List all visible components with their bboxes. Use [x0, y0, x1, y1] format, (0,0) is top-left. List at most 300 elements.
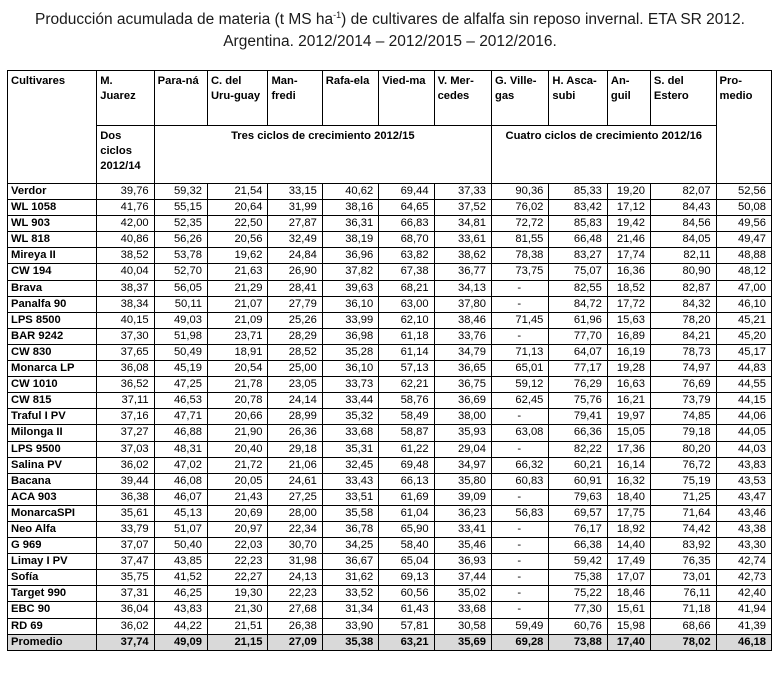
cultivar-name-cell: WL 1058: [8, 200, 97, 216]
column-header: Man-fredi: [268, 71, 322, 126]
value-cell: 18,40: [607, 489, 650, 505]
value-cell: 37,80: [434, 296, 491, 312]
value-cell: 61,96: [549, 312, 607, 328]
value-cell: 60,56: [379, 586, 434, 602]
value-cell: 60,76: [549, 618, 607, 634]
value-cell: 44,05: [716, 425, 771, 441]
value-cell: 17,40: [607, 634, 650, 650]
value-cell: 56,05: [154, 280, 207, 296]
value-cell: 43,46: [716, 505, 771, 521]
value-cell: 77,70: [549, 328, 607, 344]
value-cell: 33,79: [97, 521, 154, 537]
value-cell: 39,63: [322, 280, 378, 296]
value-cell: 39,76: [97, 184, 154, 200]
value-cell: 59,32: [154, 184, 207, 200]
cultivar-name-cell: BAR 9242: [8, 328, 97, 344]
cultivar-name-cell: Promedio: [8, 634, 97, 650]
value-cell: 45,19: [154, 361, 207, 377]
value-cell: 36,77: [434, 264, 491, 280]
value-cell: 45,17: [716, 344, 771, 360]
value-cell: 82,55: [549, 280, 607, 296]
value-cell: 46,07: [154, 489, 207, 505]
value-cell: 44,83: [716, 361, 771, 377]
value-cell: 59,12: [491, 377, 548, 393]
table-row: [8, 296, 772, 312]
cultivar-name-cell: LPS 9500: [8, 441, 97, 457]
value-cell: 18,91: [207, 344, 268, 360]
value-cell: -: [491, 586, 548, 602]
value-cell: 27,25: [268, 489, 322, 505]
column-header: Vied-ma: [379, 71, 434, 126]
value-cell: 48,31: [154, 441, 207, 457]
promedio-row: [8, 634, 772, 650]
value-cell: 31,98: [268, 554, 322, 570]
value-cell: 43,83: [154, 602, 207, 618]
value-cell: 83,42: [549, 200, 607, 216]
value-cell: -: [491, 328, 548, 344]
value-cell: 33,73: [322, 377, 378, 393]
value-cell: 78,20: [650, 312, 716, 328]
value-cell: 71,18: [650, 602, 716, 618]
value-cell: 74,85: [650, 409, 716, 425]
value-cell: 17,12: [607, 200, 650, 216]
value-cell: 16,63: [607, 377, 650, 393]
table-row: [8, 344, 772, 360]
value-cell: 21,09: [207, 312, 268, 328]
value-cell: 21,06: [268, 457, 322, 473]
value-cell: 63,82: [379, 248, 434, 264]
value-cell: 78,02: [650, 634, 716, 650]
value-cell: 36,69: [434, 393, 491, 409]
value-cell: 45,13: [154, 505, 207, 521]
value-cell: 18,46: [607, 586, 650, 602]
value-cell: 41,76: [97, 200, 154, 216]
table-row: [8, 441, 772, 457]
value-cell: 49,56: [716, 216, 771, 232]
value-cell: 61,22: [379, 441, 434, 457]
value-cell: 27,87: [268, 216, 322, 232]
value-cell: 71,45: [491, 312, 548, 328]
value-cell: -: [491, 538, 548, 554]
value-cell: 82,22: [549, 441, 607, 457]
value-cell: 14,40: [607, 538, 650, 554]
value-cell: 24,84: [268, 248, 322, 264]
cycle-row: [8, 126, 772, 184]
value-cell: 30,58: [434, 618, 491, 634]
value-cell: 20,69: [207, 505, 268, 521]
cultivar-name-cell: Sofía: [8, 570, 97, 586]
value-cell: 71,13: [491, 344, 548, 360]
value-cell: 63,21: [379, 634, 434, 650]
value-cell: 59,42: [549, 554, 607, 570]
value-cell: 49,47: [716, 232, 771, 248]
value-cell: 38,34: [97, 296, 154, 312]
value-cell: 35,75: [97, 570, 154, 586]
value-cell: 79,41: [549, 409, 607, 425]
value-cell: 76,72: [650, 457, 716, 473]
value-cell: 44,06: [716, 409, 771, 425]
value-cell: 29,18: [268, 441, 322, 457]
table-row: [8, 312, 772, 328]
value-cell: 18,52: [607, 280, 650, 296]
value-cell: 38,62: [434, 248, 491, 264]
value-cell: 51,07: [154, 521, 207, 537]
value-cell: 21,78: [207, 377, 268, 393]
value-cell: 50,40: [154, 538, 207, 554]
value-cell: 34,79: [434, 344, 491, 360]
value-cell: 28,41: [268, 280, 322, 296]
cultivar-name-cell: Target 990: [8, 586, 97, 602]
value-cell: 36,52: [97, 377, 154, 393]
table-row: [8, 602, 772, 618]
value-cell: 57,81: [379, 618, 434, 634]
caption-line-2: Argentina. 2012/2014 – 2012/2015 – 2012/2016.: [223, 33, 557, 50]
value-cell: 35,93: [434, 425, 491, 441]
value-cell: 61,69: [379, 489, 434, 505]
value-cell: 20,97: [207, 521, 268, 537]
value-cell: 63,08: [491, 425, 548, 441]
value-cell: 20,78: [207, 393, 268, 409]
table-header: [8, 71, 772, 184]
cultivar-name-cell: CW 815: [8, 393, 97, 409]
value-cell: 28,99: [268, 409, 322, 425]
value-cell: 32,45: [322, 457, 378, 473]
value-cell: 51,98: [154, 328, 207, 344]
value-cell: 62,21: [379, 377, 434, 393]
value-cell: 63,00: [379, 296, 434, 312]
value-cell: 21,63: [207, 264, 268, 280]
value-cell: 45,21: [716, 312, 771, 328]
value-cell: 62,10: [379, 312, 434, 328]
value-cell: 21,30: [207, 602, 268, 618]
value-cell: 38,19: [322, 232, 378, 248]
value-cell: 21,07: [207, 296, 268, 312]
value-cell: 50,08: [716, 200, 771, 216]
value-cell: 37,82: [322, 264, 378, 280]
cultivar-name-cell: EBC 90: [8, 602, 97, 618]
table-row: [8, 521, 772, 537]
value-cell: 50,49: [154, 344, 207, 360]
value-cell: 22,34: [268, 521, 322, 537]
value-cell: 18,92: [607, 521, 650, 537]
value-cell: 36,23: [434, 505, 491, 521]
value-cell: 76,29: [549, 377, 607, 393]
value-cell: 55,15: [154, 200, 207, 216]
value-cell: 60,83: [491, 473, 548, 489]
table-body: [8, 184, 772, 651]
value-cell: 19,30: [207, 586, 268, 602]
value-cell: 90,36: [491, 184, 548, 200]
value-cell: 42,74: [716, 554, 771, 570]
value-cell: 83,27: [549, 248, 607, 264]
value-cell: 50,11: [154, 296, 207, 312]
column-header: An-guil: [607, 71, 650, 126]
column-header: V. Mer-cedes: [434, 71, 491, 126]
value-cell: 38,46: [434, 312, 491, 328]
value-cell: 19,97: [607, 409, 650, 425]
value-cell: 33,52: [322, 586, 378, 602]
value-cell: 61,43: [379, 602, 434, 618]
table-row: [8, 184, 772, 200]
value-cell: 35,38: [322, 634, 378, 650]
value-cell: 27,09: [268, 634, 322, 650]
value-cell: 37,30: [97, 328, 154, 344]
value-cell: 61,18: [379, 328, 434, 344]
table-row: [8, 409, 772, 425]
value-cell: 43,38: [716, 521, 771, 537]
value-cell: 21,54: [207, 184, 268, 200]
value-cell: 17,49: [607, 554, 650, 570]
value-cell: 35,32: [322, 409, 378, 425]
table-row: [8, 280, 772, 296]
value-cell: 84,21: [650, 328, 716, 344]
value-cell: 21,15: [207, 634, 268, 650]
value-cell: 37,07: [97, 538, 154, 554]
value-cell: 48,12: [716, 264, 771, 280]
value-cell: 61,14: [379, 344, 434, 360]
value-cell: 45,20: [716, 328, 771, 344]
value-cell: 36,78: [322, 521, 378, 537]
value-cell: 28,52: [268, 344, 322, 360]
cultivar-name-cell: Salina PV: [8, 457, 97, 473]
value-cell: 84,43: [650, 200, 716, 216]
value-cell: 22,27: [207, 570, 268, 586]
value-cell: 31,99: [268, 200, 322, 216]
value-cell: 46,88: [154, 425, 207, 441]
table-caption: [0, 4, 780, 53]
value-cell: 38,37: [97, 280, 154, 296]
value-cell: 72,72: [491, 216, 548, 232]
cultivar-name-cell: Brava: [8, 280, 97, 296]
value-cell: 39,09: [434, 489, 491, 505]
value-cell: 60,91: [549, 473, 607, 489]
value-cell: 20,40: [207, 441, 268, 457]
value-cell: -: [491, 570, 548, 586]
value-cell: 37,31: [97, 586, 154, 602]
value-cell: 42,40: [716, 586, 771, 602]
value-cell: 65,90: [379, 521, 434, 537]
value-cell: 36,98: [322, 328, 378, 344]
value-cell: 59,49: [491, 618, 548, 634]
table-row: [8, 361, 772, 377]
value-cell: 35,69: [434, 634, 491, 650]
value-cell: 33,43: [322, 473, 378, 489]
value-cell: 58,49: [379, 409, 434, 425]
cycle-header-four: Cuatro ciclos de crecimiento 2012/16: [491, 126, 716, 184]
value-cell: 16,21: [607, 393, 650, 409]
value-cell: 35,46: [434, 538, 491, 554]
value-cell: 35,80: [434, 473, 491, 489]
value-cell: 73,79: [650, 393, 716, 409]
cultivar-name-cell: Mireya II: [8, 248, 97, 264]
value-cell: 37,03: [97, 441, 154, 457]
cycle-header-three: Tres ciclos de crecimiento 2012/15: [154, 126, 491, 184]
value-cell: 34,25: [322, 538, 378, 554]
value-cell: 36,08: [97, 361, 154, 377]
value-cell: 20,56: [207, 232, 268, 248]
value-cell: 74,97: [650, 361, 716, 377]
value-cell: 65,01: [491, 361, 548, 377]
value-cell: 21,51: [207, 618, 268, 634]
table-row: [8, 200, 772, 216]
value-cell: 43,53: [716, 473, 771, 489]
value-cell: 84,32: [650, 296, 716, 312]
value-cell: 44,22: [154, 618, 207, 634]
cultivar-name-cell: Bacana: [8, 473, 97, 489]
column-header: C. del Uru-guay: [207, 71, 268, 126]
table-row: [8, 473, 772, 489]
value-cell: 46,53: [154, 393, 207, 409]
value-cell: 22,23: [207, 554, 268, 570]
value-cell: 39,44: [97, 473, 154, 489]
value-cell: 40,86: [97, 232, 154, 248]
value-cell: 47,00: [716, 280, 771, 296]
value-cell: 33,41: [434, 521, 491, 537]
value-cell: 58,87: [379, 425, 434, 441]
value-cell: 15,98: [607, 618, 650, 634]
value-cell: 20,66: [207, 409, 268, 425]
value-cell: 33,76: [434, 328, 491, 344]
value-cell: 33,90: [322, 618, 378, 634]
value-cell: 69,48: [379, 457, 434, 473]
value-cell: -: [491, 441, 548, 457]
table-row: [8, 570, 772, 586]
value-cell: 40,04: [97, 264, 154, 280]
value-cell: 41,94: [716, 602, 771, 618]
value-cell: 21,90: [207, 425, 268, 441]
cultivar-name-cell: Limay I PV: [8, 554, 97, 570]
value-cell: 42,00: [97, 216, 154, 232]
value-cell: 34,81: [434, 216, 491, 232]
value-cell: 85,33: [549, 184, 607, 200]
table-row: [8, 425, 772, 441]
column-header: Rafa-ela: [322, 71, 378, 126]
cultivar-name-cell: ACA 903: [8, 489, 97, 505]
value-cell: 78,73: [650, 344, 716, 360]
value-cell: 36,67: [322, 554, 378, 570]
value-cell: 33,15: [268, 184, 322, 200]
value-cell: 17,36: [607, 441, 650, 457]
value-cell: 37,47: [97, 554, 154, 570]
caption-text: Producción acumulada de materia (t MS ha: [35, 11, 334, 28]
value-cell: 82,87: [650, 280, 716, 296]
column-header: M. Juarez: [97, 71, 154, 126]
value-cell: 81,55: [491, 232, 548, 248]
value-cell: 35,31: [322, 441, 378, 457]
value-cell: 76,35: [650, 554, 716, 570]
value-cell: 33,44: [322, 393, 378, 409]
table-row: [8, 505, 772, 521]
value-cell: 49,09: [154, 634, 207, 650]
cultivar-name-cell: MonarcaSPI: [8, 505, 97, 521]
value-cell: 36,02: [97, 618, 154, 634]
value-cell: 20,05: [207, 473, 268, 489]
table-row: [8, 618, 772, 634]
value-cell: 26,36: [268, 425, 322, 441]
table-row: [8, 377, 772, 393]
value-cell: 64,07: [549, 344, 607, 360]
value-cell: 66,36: [549, 425, 607, 441]
value-cell: 43,47: [716, 489, 771, 505]
value-cell: 37,65: [97, 344, 154, 360]
value-cell: 24,14: [268, 393, 322, 409]
caption-text: ) de cultivares de alfalfa sin reposo invernal. ETA SR 2012.: [341, 11, 745, 28]
cultivar-name-cell: RD 69: [8, 618, 97, 634]
value-cell: 80,90: [650, 264, 716, 280]
value-cell: 68,70: [379, 232, 434, 248]
table-row: [8, 216, 772, 232]
value-cell: 17,72: [607, 296, 650, 312]
value-cell: 82,07: [650, 184, 716, 200]
value-cell: 20,54: [207, 361, 268, 377]
value-cell: 34,13: [434, 280, 491, 296]
value-cell: 68,66: [650, 618, 716, 634]
value-cell: -: [491, 521, 548, 537]
cultivar-name-cell: LPS 8500: [8, 312, 97, 328]
value-cell: 38,00: [434, 409, 491, 425]
value-cell: 83,92: [650, 538, 716, 554]
value-cell: -: [491, 409, 548, 425]
column-header: H. Asca-subi: [549, 71, 607, 126]
value-cell: 53,78: [154, 248, 207, 264]
cultivar-name-cell: Panalfa 90: [8, 296, 97, 312]
table-row: [8, 554, 772, 570]
value-cell: 37,11: [97, 393, 154, 409]
value-cell: 44,15: [716, 393, 771, 409]
value-cell: 58,40: [379, 538, 434, 554]
value-cell: 26,90: [268, 264, 322, 280]
value-cell: 68,21: [379, 280, 434, 296]
value-cell: 22,23: [268, 586, 322, 602]
value-cell: 73,01: [650, 570, 716, 586]
value-cell: 82,11: [650, 248, 716, 264]
value-cell: 33,68: [322, 425, 378, 441]
value-cell: 56,83: [491, 505, 548, 521]
table-row: [8, 538, 772, 554]
value-cell: 66,48: [549, 232, 607, 248]
value-cell: 78,38: [491, 248, 548, 264]
value-cell: 43,30: [716, 538, 771, 554]
value-cell: 36,02: [97, 457, 154, 473]
data-table: [7, 70, 772, 651]
value-cell: 16,89: [607, 328, 650, 344]
caption-superscript: -1: [333, 10, 342, 20]
value-cell: 41,52: [154, 570, 207, 586]
value-cell: 36,10: [322, 361, 378, 377]
value-cell: 76,11: [650, 586, 716, 602]
value-cell: 19,42: [607, 216, 650, 232]
caption-line-1: [0, 4, 780, 31]
value-cell: 36,31: [322, 216, 378, 232]
value-cell: 27,68: [268, 602, 322, 618]
value-cell: 21,72: [207, 457, 268, 473]
value-cell: 28,00: [268, 505, 322, 521]
value-cell: 16,14: [607, 457, 650, 473]
value-cell: 47,25: [154, 377, 207, 393]
column-header: G. Ville-gas: [491, 71, 548, 126]
column-header: Cultivares: [8, 71, 97, 184]
value-cell: 24,61: [268, 473, 322, 489]
value-cell: 36,65: [434, 361, 491, 377]
value-cell: 56,26: [154, 232, 207, 248]
table-row: [8, 586, 772, 602]
value-cell: 30,70: [268, 538, 322, 554]
value-cell: 85,83: [549, 216, 607, 232]
value-cell: 84,56: [650, 216, 716, 232]
value-cell: 40,62: [322, 184, 378, 200]
value-cell: 42,73: [716, 570, 771, 586]
table-row: [8, 328, 772, 344]
